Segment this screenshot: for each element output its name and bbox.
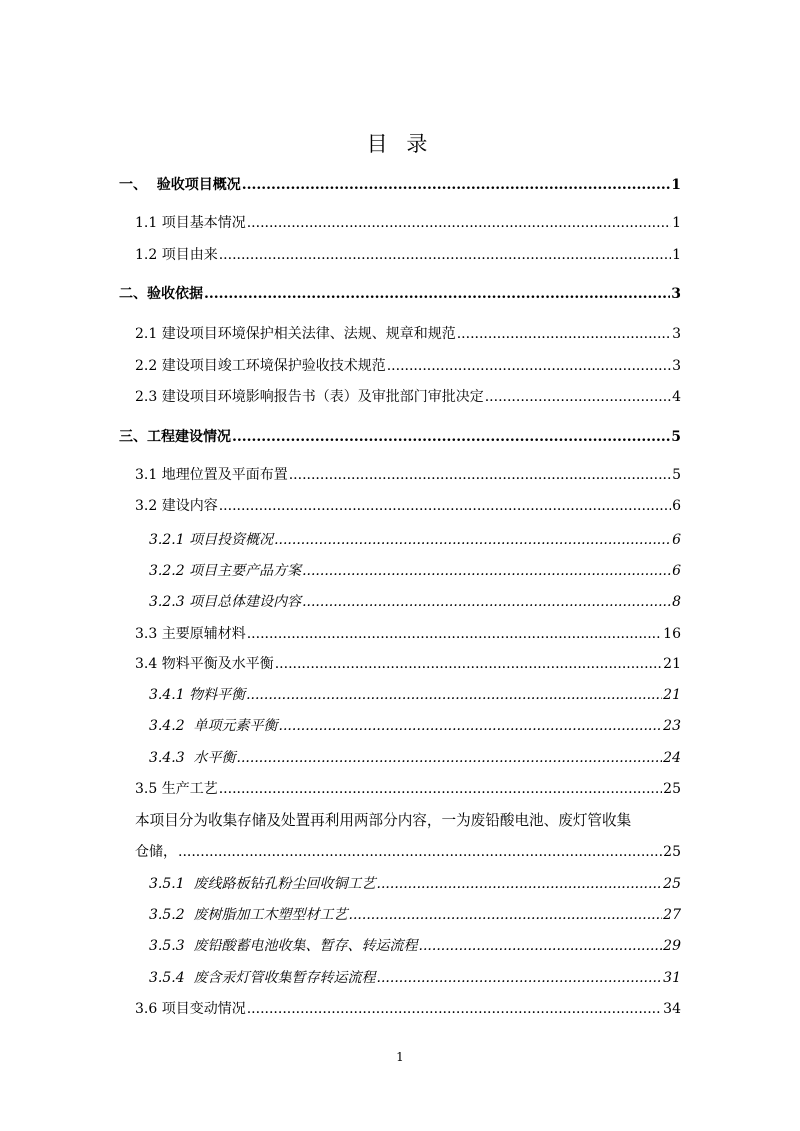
toc-entry-page: 3: [671, 286, 681, 302]
toc-dot-leader: [242, 176, 671, 194]
toc-entry[interactable]: [149, 875, 681, 893]
toc-entry[interactable]: [135, 625, 681, 643]
toc-entry-page: 27: [663, 907, 681, 923]
toc-entry-label: 3.4.1 物料平衡: [149, 687, 246, 703]
toc-entry-label: 1.2 项目由来: [135, 247, 218, 263]
toc-entry[interactable]: [135, 214, 681, 232]
toc-dot-leader: [485, 388, 671, 406]
toc-entry[interactable]: [135, 843, 681, 861]
toc-entry-label: 二、验收依据: [119, 286, 203, 302]
toc-dot-leader: [302, 593, 671, 611]
toc-entry-page: 25: [663, 844, 681, 860]
toc-entry[interactable]: [149, 686, 681, 704]
toc-dot-leader: [247, 214, 671, 232]
toc-entry[interactable]: [149, 937, 681, 955]
toc-entry[interactable]: [149, 562, 681, 580]
toc-entry-label: 3.1 地理位置及平面布置: [135, 467, 288, 483]
toc-entry[interactable]: [149, 749, 681, 767]
toc-entry-page: 3: [672, 326, 681, 342]
toc-entry-page: 5: [672, 467, 681, 483]
toc-entry[interactable]: [135, 357, 681, 375]
toc-dot-leader: [457, 325, 671, 343]
toc-entry-page: 4: [672, 389, 681, 405]
toc-entry-page: 3: [672, 358, 681, 374]
toc-entry-label: 3.5 生产工艺: [135, 781, 218, 797]
toc-dot-leader: [377, 969, 663, 987]
toc-dot-leader: [274, 531, 671, 549]
toc-entry-page: 23: [663, 718, 681, 734]
toc-entry[interactable]: [119, 176, 681, 194]
toc-entry[interactable]: [135, 388, 681, 406]
toc-entry-label: 3.6 项目变动情况: [135, 1001, 246, 1017]
toc-dot-leader: [247, 1000, 662, 1018]
toc-dot-leader: [219, 497, 671, 515]
toc-entry-page: 24: [663, 750, 681, 766]
toc-entry-label: 3.5.1 废线路板钻孔粉尘回收铜工艺: [149, 876, 376, 892]
toc-dot-leader: [247, 625, 662, 643]
toc-entry[interactable]: [135, 466, 681, 484]
toc-entry-label: 3.5.2 废树脂加工木塑型材工艺: [149, 907, 348, 923]
toc-entry-page: 1: [671, 177, 681, 193]
toc-entry-label: 3.2.3 项目总体建设内容: [149, 594, 302, 610]
toc-entry-page: 1: [672, 247, 681, 263]
toc-entry[interactable]: [149, 717, 681, 735]
toc-dot-leader: [178, 843, 662, 861]
toc-entry[interactable]: [149, 969, 681, 987]
toc-entry-label: 3.2 建设内容: [135, 498, 218, 514]
toc-entry-label: 3.4 物料平衡及水平衡: [135, 656, 274, 672]
page-title: 目 录: [366, 132, 434, 156]
toc-entry-page: 16: [663, 626, 681, 642]
toc-entry-label: 3.4.3 水平衡: [149, 750, 236, 766]
toc-entry[interactable]: [135, 655, 681, 673]
toc-entry-label: 3.4.2 单项元素平衡: [149, 718, 278, 734]
toc-entry-label: 2.3 建设项目环境影响报告书（表）及审批部门审批决定: [135, 389, 484, 405]
toc-entry-label: 3.5.3 废铅酸蓄电池收集、暂存、转运流程: [149, 938, 418, 954]
toc-dot-leader: [279, 717, 663, 735]
toc-dot-leader: [232, 428, 670, 446]
toc-entry-page: 5: [671, 429, 681, 445]
toc-entry-label: 三、工程建设情况: [119, 429, 231, 445]
toc-entry[interactable]: [119, 285, 681, 303]
toc-entry[interactable]: [135, 1000, 681, 1018]
toc-dot-leader: [419, 937, 663, 955]
toc-dot-leader: [219, 780, 662, 798]
toc-dot-leader: [204, 285, 670, 303]
toc-entry-page: 29: [663, 938, 681, 954]
toc-entry-label: 仓储，: [135, 844, 177, 860]
toc-entry[interactable]: [149, 593, 681, 611]
toc-dot-leader: [246, 686, 662, 704]
toc-entry-page: 25: [663, 781, 681, 797]
toc-entry[interactable]: [135, 246, 681, 264]
toc-entry-label: 1.1 项目基本情况: [135, 215, 246, 231]
toc-entry-label: 一、 验收项目概况: [119, 177, 241, 193]
toc-entry-page: 6: [672, 498, 681, 514]
toc-entry-page: 34: [663, 1001, 681, 1017]
toc-entry[interactable]: [135, 780, 681, 798]
toc-dot-leader: [302, 562, 671, 580]
toc-entry-label: 3.2.1 项目投资概况: [149, 532, 274, 548]
toc-entry[interactable]: [149, 531, 681, 549]
toc-dot-leader: [377, 875, 663, 893]
toc-dot-leader: [289, 466, 671, 484]
toc-paragraph: 本项目分为收集存储及处置再利用两部分内容，一为废铅酸电池、废灯管收集: [135, 812, 632, 829]
toc-dot-leader: [275, 655, 662, 673]
page-number: 1: [396, 1050, 404, 1064]
toc-entry-page: 21: [663, 656, 681, 672]
toc-entry[interactable]: [119, 428, 681, 446]
toc-entry-page: 25: [663, 876, 681, 892]
toc-dot-leader: [349, 906, 663, 924]
toc-entry-label: 3.3 主要原辅材料: [135, 626, 246, 642]
toc-entry[interactable]: [135, 325, 681, 343]
toc-entry-page: 1: [672, 215, 681, 231]
toc-dot-leader: [219, 246, 671, 264]
toc-entry-page: 8: [672, 594, 681, 610]
toc-entry[interactable]: [149, 906, 681, 924]
toc-dot-leader: [387, 357, 671, 375]
toc-entry-page: 31: [663, 970, 681, 986]
toc-entry-page: 6: [672, 563, 681, 579]
toc-entry-label: 3.2.2 项目主要产品方案: [149, 563, 302, 579]
toc-entry-page: 6: [672, 532, 681, 548]
toc-entry-page: 21: [663, 687, 681, 703]
toc-entry-label: 3.5.4 废含汞灯管收集暂存转运流程: [149, 970, 376, 986]
toc-dot-leader: [237, 749, 663, 767]
toc-entry[interactable]: [135, 497, 681, 515]
toc-entry-label: 2.1 建设项目环境保护相关法律、法规、规章和规范: [135, 326, 456, 342]
toc-entry-label: 2.2 建设项目竣工环境保护验收技术规范: [135, 358, 386, 374]
